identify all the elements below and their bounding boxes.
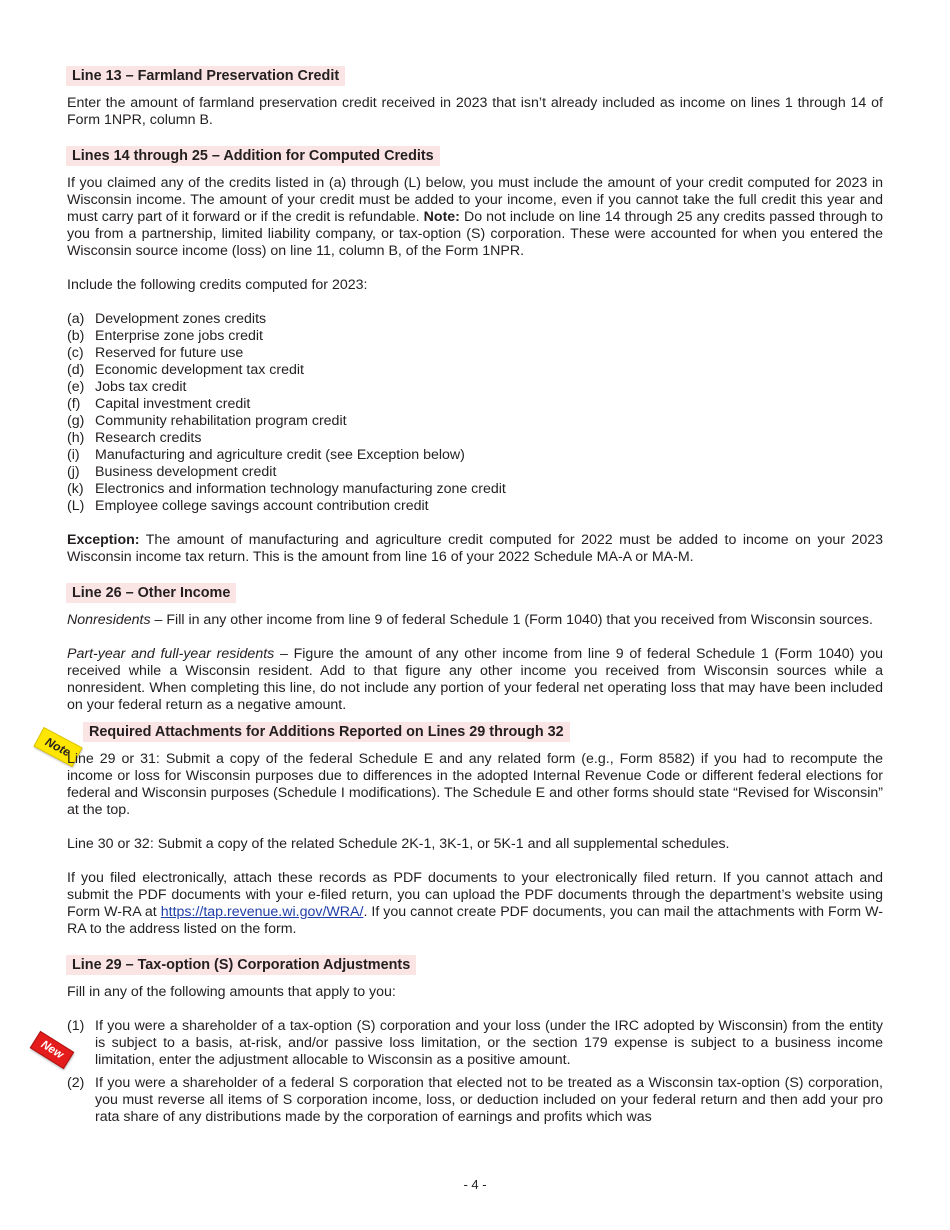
text: . If you cannot create PDF documents, you can mail the attachments with Form W-RA to the address listed on the form. (67, 904, 884, 937)
nonresidents-label: Nonresidents (67, 612, 151, 628)
credits-list (67, 311, 883, 515)
item-text: Capital investment credit (95, 396, 251, 412)
text: – Figure the amount of any other income from line 9 of federal Schedule 1 (Form 1040) you received while a Wisconsin resident. Add to that figure any other income you received from Wisconsin sources while a nonresident. When completing this line, do not include any portion of your federal net operating loss that may have been included on your federal return as a negative amount. (67, 646, 883, 713)
paragraph: Include the following credits computed for 2023: (67, 277, 368, 293)
item-label: (g) (67, 413, 85, 429)
new-flag-icon: New (30, 1031, 75, 1069)
section-heading: Required Attachments for Additions Reported on Lines 29 through 32 (83, 722, 570, 742)
text: The amount of manufacturing and agriculture credit computed for 2022 must be added to income on your 2023 Wisconsin income tax return. This is the amount from line 16 of your 2022 Schedule MA-A or MA-M. (67, 532, 883, 565)
list-item (67, 498, 883, 515)
section-line29 (67, 955, 883, 1126)
list-item (67, 328, 883, 345)
item-label: (k) (67, 481, 84, 497)
item-label: (i) (67, 447, 80, 463)
item-label: (j) (67, 464, 80, 480)
list-item (67, 481, 883, 498)
item-label: (2) (67, 1075, 85, 1091)
paragraph (67, 175, 883, 260)
list-item (67, 1075, 883, 1126)
section-heading: Line 26 – Other Income (66, 583, 236, 603)
paragraph: Enter the amount of farmland preservation credit received in 2023 that isn’t already included as income on lines 1 through 14 of Form 1NPR, column B. (67, 95, 883, 128)
item-text: If you were a shareholder of a federal S corporation that elected not to be treated as a Wisconsin tax-option (S) corporation, you must reverse all items of S corporation income, loss, or deduction included on your federal return and then add your pro rata share of any distributions made by the corporation of earnings and profits which was (95, 1075, 883, 1125)
paragraph: Line 29 or 31: Submit a copy of the federal Schedule E and any related form (e.g., Form 8582) if you had to recompute the income or loss for Wisconsin purposes due to differences in the adopted Internal Revenue Code or different federal elections for federal and Wisconsin purposes (Schedule I modifications). The Schedule E and other forms should state “Revised for Wisconsin” at the top. (67, 751, 883, 818)
adjustments-list (67, 1018, 883, 1126)
item-text: Business development credit (95, 464, 277, 480)
text: If you claimed any of the credits listed in (a) through (L) below, you must include the amount of your credit computed for 2023 in Wisconsin income. The amount of your credit must be added to your income, even if you cannot take the full credit this year and must carry part of it forward or if the credit is refundable. (67, 175, 883, 225)
item-label: (a) (67, 311, 85, 327)
note-label: Note: (423, 209, 460, 225)
list-item (67, 345, 883, 362)
item-label: (L) (67, 498, 85, 514)
list-item (67, 430, 883, 447)
item-label: (b) (67, 328, 85, 344)
item-label: (d) (67, 362, 85, 378)
paragraph: Fill in any of the following amounts that apply to you: (67, 984, 396, 1000)
item-label: (f) (67, 396, 81, 412)
text: Do not include on line 14 through 25 any credits passed through to you from a partnership, limited liability company, or tax-option (S) corporation. These were accounted for when you entered the Wisconsin source income (loss) on line 11, column B, of the Form 1NPR. (67, 209, 884, 259)
exception-label: Exception: (67, 532, 140, 548)
list-item (67, 379, 883, 396)
list-item (67, 396, 883, 413)
item-text: Employee college savings account contribution credit (95, 498, 429, 514)
section-line14-25 (67, 146, 883, 566)
text: – Fill in any other income from line 9 of federal Schedule 1 (Form 1040) that you received from Wisconsin sources. (150, 612, 873, 628)
paragraph (67, 532, 883, 566)
item-text: Jobs tax credit (95, 379, 187, 395)
section-heading: Line 29 – Tax-option (S) Corporation Adjustments (66, 955, 416, 975)
paragraph (67, 612, 883, 629)
part-year-label: Part-year and full-year residents (67, 646, 275, 662)
section-heading: Lines 14 through 25 – Addition for Computed Credits (66, 146, 440, 166)
item-text: If you were a shareholder of a tax-option (S) corporation and your loss (under the IRC adopted by Wisconsin) from the entity is subject to a basis, at-risk, and/or passive loss limitation, or the section 179 expense is subject to a business income limitation, enter the adjustment allocable to Wisconsin as a positive amount. (95, 1018, 883, 1068)
item-text: Economic development tax credit (95, 362, 304, 378)
item-text: Community rehabilitation program credit (95, 413, 347, 429)
item-label: (h) (67, 430, 85, 446)
paragraph (67, 646, 883, 714)
list-item (67, 447, 883, 464)
list-item (67, 311, 883, 328)
list-item (67, 1018, 883, 1069)
item-text: Electronics and information technology manufacturing zone credit (95, 481, 506, 497)
section-attachments (67, 722, 883, 938)
item-label: (c) (67, 345, 84, 361)
list-item (67, 362, 883, 379)
item-text: Research credits (95, 430, 202, 446)
item-text: Reserved for future use (95, 345, 244, 361)
section-heading: Line 13 – Farmland Preservation Credit (66, 66, 345, 86)
text: If you filed electronically, attach these records as PDF documents to your electronically filed return. If you cannot attach and submit the PDF documents with your e-filed return, you can upload the PDF documents through the department’s website using Form W-RA at (67, 870, 883, 920)
item-text: Manufacturing and agriculture credit (see Exception below) (95, 447, 465, 463)
item-label: (1) (67, 1018, 85, 1034)
note-flag-icon: Note (33, 727, 82, 767)
list-item (67, 464, 883, 481)
paragraph (67, 870, 883, 938)
item-text: Development zones credits (95, 311, 267, 327)
page-number: - 4 - (463, 1177, 487, 1192)
item-label: (e) (67, 379, 85, 395)
list-item (67, 413, 883, 430)
section-line13 (67, 66, 883, 129)
section-line26 (67, 583, 883, 714)
item-text: Enterprise zone jobs credit (95, 328, 263, 344)
wra-link[interactable]: https://tap.revenue.wi.gov/WRA/ (160, 904, 364, 920)
paragraph: Line 30 or 32: Submit a copy of the related Schedule 2K-1, 3K-1, or 5K-1 and all supplemental schedules. (67, 836, 730, 852)
document-page (67, 66, 883, 1132)
